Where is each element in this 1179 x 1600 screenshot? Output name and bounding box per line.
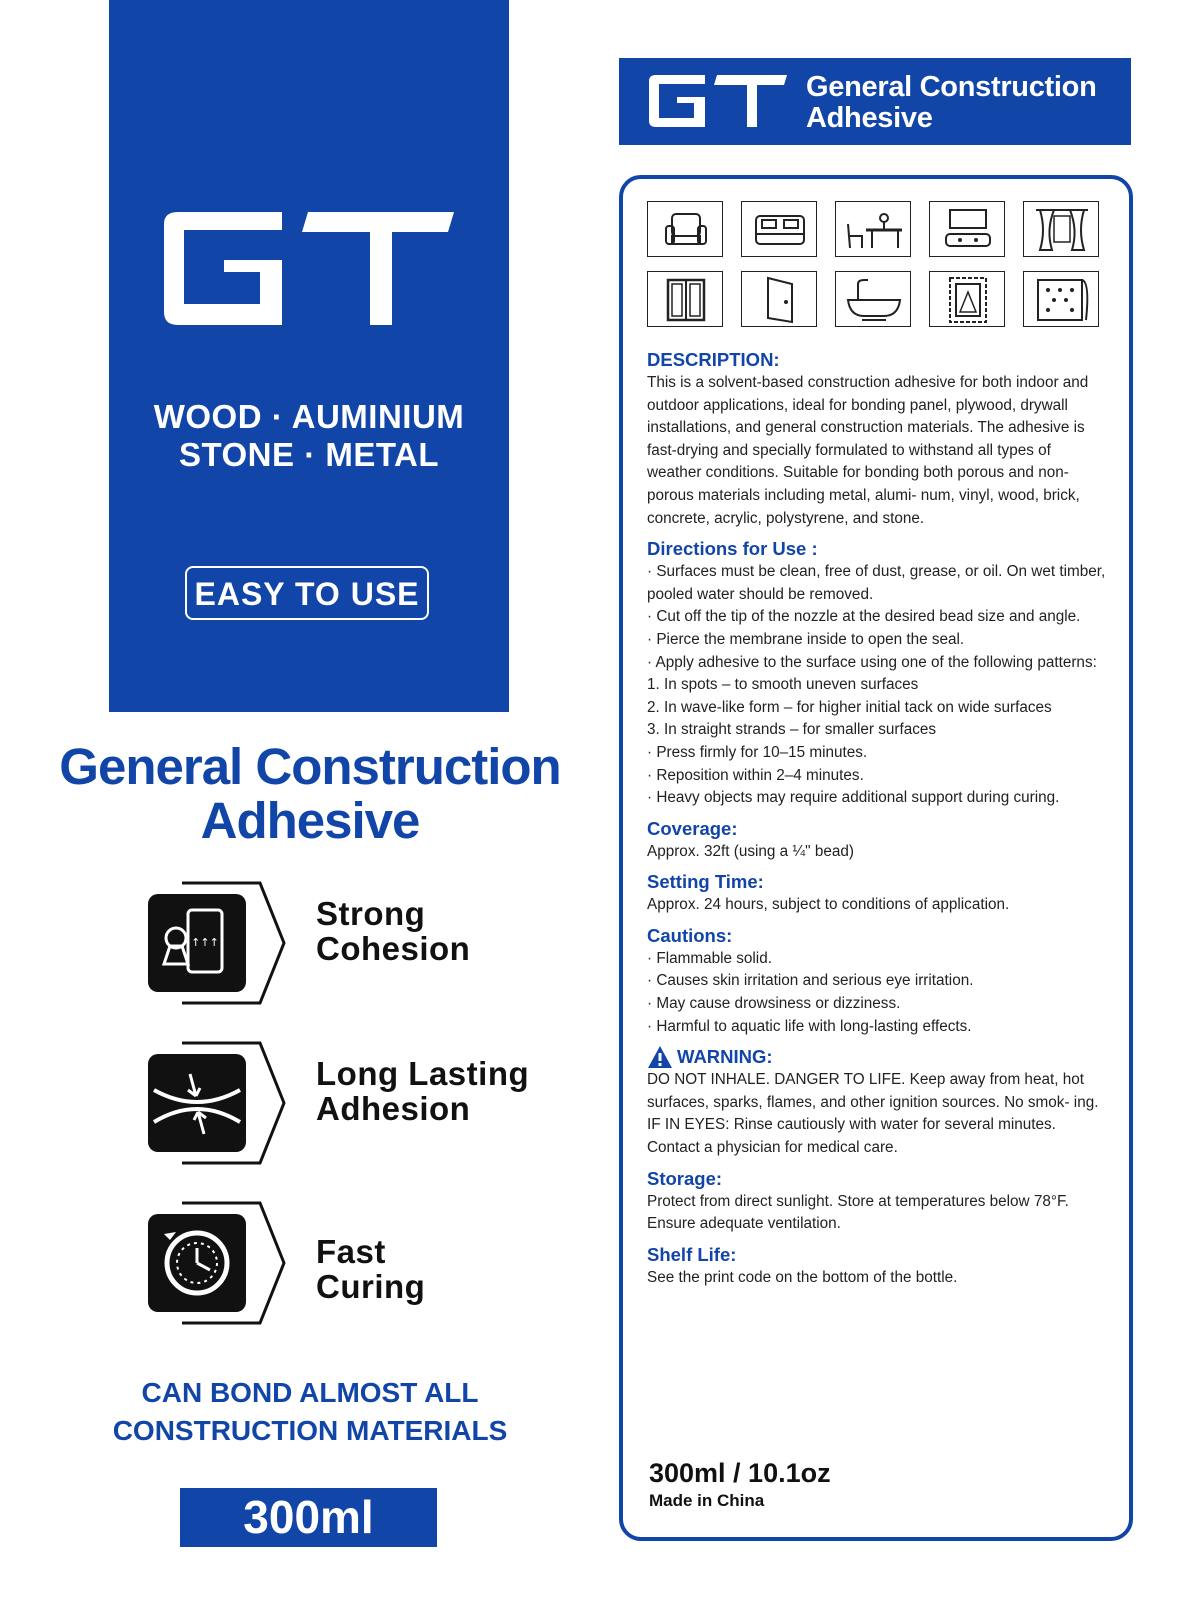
caution-line: · Flammable solid. [647,949,772,967]
product-title-line1: General Construction [59,738,561,795]
feature-label-line1: Strong [316,895,426,932]
direction-line: · Pierce the membrane inside to open the seal. [647,630,965,648]
window-icon [647,271,723,327]
warning-section [647,1045,1107,1159]
cautions-section [647,924,1107,1038]
front-label-panel [109,0,509,712]
feature-label [316,1056,529,1126]
feature-label-line1: Fast [316,1233,386,1270]
warning-text: IF IN EYES: Rinse cautiously with water for several minutes. Contact a physician for medical care. [647,1116,1056,1157]
setting-time-section [647,870,1107,917]
description-heading: DESCRIPTION: [647,349,780,370]
feature-label [316,896,470,966]
feature-label-line2: Adhesion [316,1090,471,1127]
direction-line: 1. In spots – to smooth uneven surfaces [647,676,919,694]
gt-logo [164,212,454,327]
product-title [30,740,590,848]
feature-label-line1: Long Lasting [316,1055,530,1092]
curtain-icon [1023,201,1099,257]
header-title [806,72,1097,134]
bond-claim [90,1374,530,1450]
storage-heading: Storage: [647,1167,723,1189]
bond-claim-line1: CAN BOND ALMOST ALL [141,1377,479,1408]
tv-stand-icon [929,201,1005,257]
bond-claim-line2: CONSTRUCTION MATERIALS [112,1415,508,1446]
dining-table-icon [835,201,911,257]
warning-heading-row [647,1045,1107,1069]
bed-icon [741,201,817,257]
direction-line: · Cut off the tip of the nozzle at the desired bead size and angle. [647,608,1081,626]
header-title-line2: Adhesive [806,102,933,134]
gt-logo [649,75,787,127]
feature-fast-curing [148,1200,568,1326]
feature-label-line2: Cohesion [316,930,471,967]
direction-line: · Reposition within 2–4 minutes. [647,766,864,784]
storage-section [647,1167,1107,1236]
direction-line: · Press firmly for 10–15 minutes. [647,743,868,761]
shelf-life-section [647,1243,1107,1290]
easy-to-use-badge: EASY TO USE [185,566,429,620]
direction-line: · Apply adhesive to the surface using one of the following patterns: [647,653,1097,671]
door-icon [741,271,817,327]
warning-triangle-icon [647,1045,673,1069]
feature-strong-cohesion [148,880,568,1006]
directions-section [647,537,1107,810]
svg-text:↑↑↑: ↑↑↑ [191,936,219,949]
feature-label [316,1234,425,1304]
direction-line: 2. In wave-like form – for higher initial tack on wide surfaces [647,698,1052,716]
armchair-icon [647,201,723,257]
shelf-life-heading: Shelf Life: [647,1243,737,1265]
header-title-line1: General Construction [806,71,1097,103]
materials-line1: WOOD · AUMINIUM [153,398,465,435]
caution-line: · May cause drowsiness or dizziness. [647,995,901,1013]
weight-clamp-icon [148,880,288,1006]
caution-line: · Causes skin irritation and serious eye irritation. [647,972,974,990]
materials-list [109,398,509,474]
shelf-life-text: See the print code on the bottom of the bottle. [647,1268,958,1286]
storage-text: Protect from direct sunlight. Store at temperatures below 78°F. Ensure adequate ventilation. [647,1192,1069,1233]
description-text: This is a solvent-based construction adhesive for both indoor and outdoor applications, ideal for bonding panel, plywood, drywall installations, and general construction materials. The adhesive is fast-drying and specially formulated to withstand all types of weather conditions. Suitable for bonding both porous and non-porous materials including metal, alumi- num, vinyl, wood, brick, concrete, acrylic, polystyrene, and stone. [647,374,1089,527]
cautions-heading: Cautions: [647,924,733,946]
warning-heading: WARNING: [677,1046,773,1068]
materials-line2: STONE · METAL [178,436,440,473]
caution-line: · Harmful to aquatic life with long-lasting effects. [647,1017,972,1035]
setting-time-text: Approx. 24 hours, subject to conditions of application. [647,896,1010,914]
bathtub-icon [835,271,911,327]
back-label-header [619,58,1131,145]
direction-line: · Heavy objects may require additional support during curing. [647,789,1060,807]
product-title-line2: Adhesive [200,792,420,849]
timer-icon [148,1200,288,1326]
coverage-section [647,817,1107,864]
coverage-text: Approx. 32ft (using a ¼" bead) [647,842,854,860]
direction-line: · Surfaces must be clean, free of dust, grease, or oil. On wet timber, pooled water should be removed. [647,563,1106,603]
warning-text: DO NOT INHALE. DANGER TO LIFE. Keep away from heat, hot surfaces, sparks, flames, and other ignition sources. No smok- ing. [647,1071,1099,1111]
setting-time-heading: Setting Time: [647,871,764,893]
coverage-heading: Coverage: [647,817,738,839]
adhesion-arrows-icon [148,1040,288,1166]
direction-line: 3. In straight strands – for smaller surfaces [647,721,937,739]
wallpaper-icon [1023,271,1099,327]
description-section [647,348,1107,530]
feature-long-lasting-adhesion [148,1040,568,1166]
picture-frame-icon [929,271,1005,327]
directions-heading: Directions for Use : [647,538,818,560]
volume-badge: 300ml [180,1488,437,1547]
feature-label-line2: Curing [316,1268,426,1305]
bottle-size: 300ml / 10.1oz [649,1458,831,1488]
instructions-text [647,348,1107,1296]
country-of-origin: Made in China [649,1491,765,1510]
